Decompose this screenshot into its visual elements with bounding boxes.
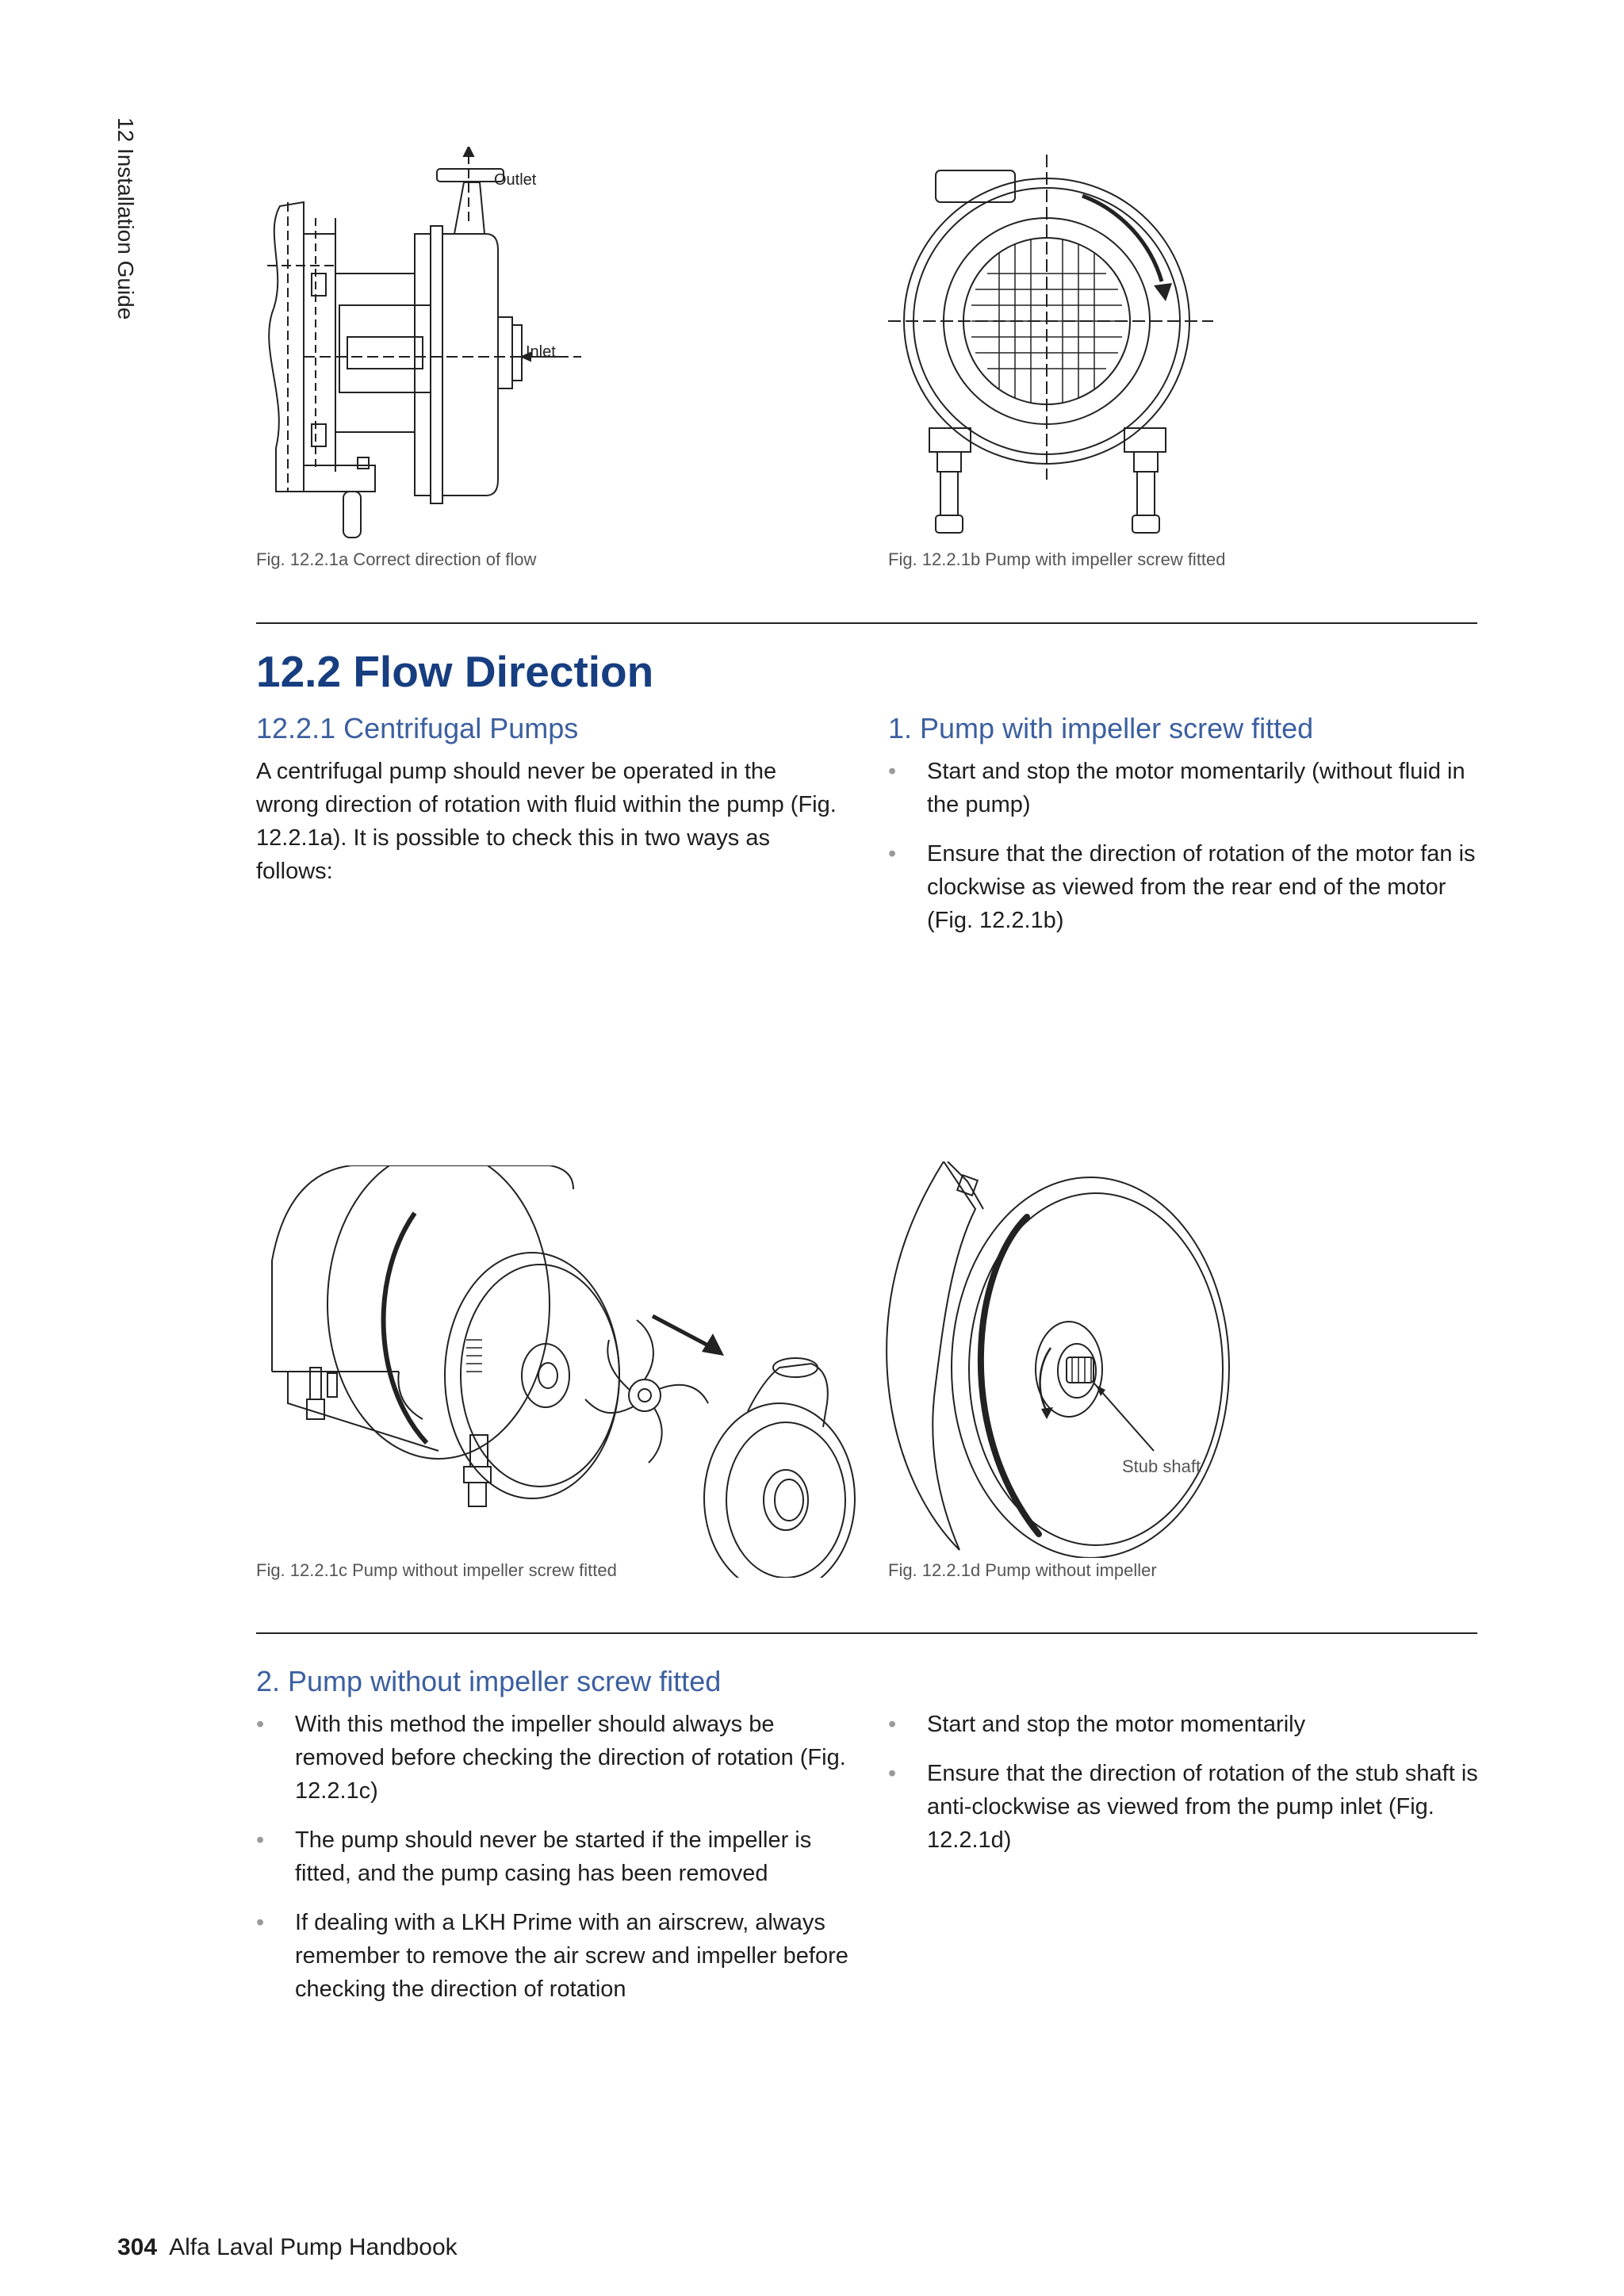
page-number: 304: [117, 2234, 158, 2260]
side-section-tab: [106, 117, 138, 339]
book-title: Alfa Laval Pump Handbook: [169, 2234, 458, 2260]
figure-correct-flow-diagram: [256, 147, 621, 547]
subheading-method-2: 2. Pump without impeller screw fitted: [256, 1665, 722, 1697]
method-2-bullets-right: [888, 1708, 1491, 1873]
figure-pump-without-screw: [256, 1165, 859, 1578]
page-footer: [117, 2234, 458, 2261]
caption-fig-d: Fig. 12.2.1d Pump without impeller: [888, 1560, 1157, 1580]
section-divider-bottom: [256, 1632, 1477, 1634]
figure-pump-without-impeller: [880, 1161, 1277, 1558]
subheading-centrifugal-pumps: 12.2.1 Centrifugal Pumps: [256, 712, 579, 744]
caption-fig-a: Fig. 12.2.1a Correct direction of flow: [256, 549, 537, 569]
list-item: • If dealing with a LKH Prime with an airscrew, always remember to remove the air screw and impeller before checking the direction of rotation: [256, 1906, 859, 2006]
inlet-label: Inlet: [526, 343, 556, 361]
section-divider-top: [256, 622, 1477, 624]
intro-paragraph: A centrifugal pump should never be operated in the wrong direction of rotation with fluid within the pump (Fig. 12.2.1a). It is possible to check this in two ways as follows:: [256, 759, 837, 884]
method-1-bullets: [888, 755, 1491, 953]
list-item: • Start and stop the motor momentarily: [888, 1708, 1491, 1741]
list-item: • Ensure that the direction of rotation of the motor fan is clockwise as viewed from the rear end of the motor (Fig. 12.2.1b): [888, 837, 1491, 937]
caption-fig-b: Fig. 12.2.1b Pump with impeller screw fitted: [888, 549, 1226, 569]
method-2-bullets-left: [256, 1708, 859, 2022]
section-title: 12.2 Flow Direction: [256, 647, 654, 696]
caption-fig-c: Fig. 12.2.1c Pump without impeller screw fitted: [256, 1560, 617, 1580]
subheading-method-1: 1. Pump with impeller screw fitted: [888, 712, 1314, 744]
list-item: • Ensure that the direction of rotation of the stub shaft is anti-clockwise as viewed from the pump inlet (Fig. 12.2.1d): [888, 1757, 1491, 1857]
list-item: • The pump should never be started if the impeller is fitted, and the pump casing has been removed: [256, 1823, 859, 1890]
figure-pump-impeller-screw: [888, 155, 1237, 543]
side-section-label: 12 Installation Guide: [113, 117, 138, 320]
list-item: • With this method the impeller should always be removed before checking the direction of rotation (Fig. 12.2.1c): [256, 1708, 859, 1808]
outlet-label: Outlet: [494, 171, 537, 189]
list-item: • Start and stop the motor momentarily (without fluid in the pump): [888, 755, 1491, 821]
stub-shaft-label: Stub shaft: [1122, 1456, 1201, 1476]
